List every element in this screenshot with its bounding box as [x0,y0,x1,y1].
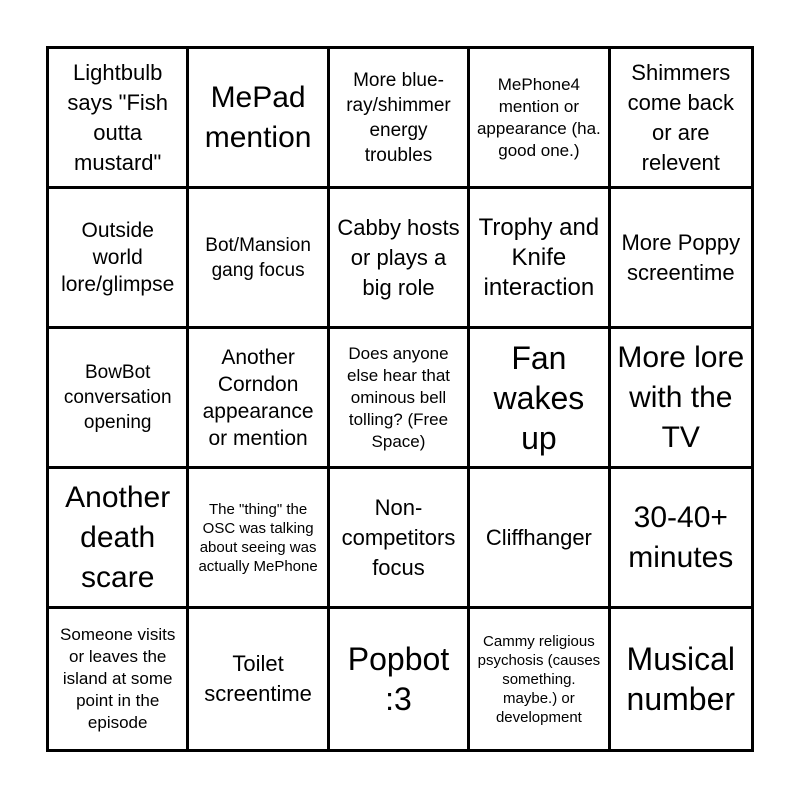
cell-text: BowBot conversation opening [63,362,172,433]
cell-text: Lightbulb says "Fish outta mustard" [67,59,169,175]
cell-text: Someone visits or leaves the island at some point in the episode [60,625,176,732]
bingo-cell[interactable] [470,329,610,469]
bingo-board [46,46,754,752]
bingo-cell free-space[interactable] [330,329,470,469]
cell-text: More Poppy screentime [621,229,741,285]
bingo-cell[interactable] [611,329,751,469]
cell-text: MePhone4 mention or appearance (ha. good one.) [476,74,601,160]
cell-text: Musical number [626,641,736,717]
cell-text: Popbot :3 [347,641,450,717]
bingo-cell[interactable] [49,49,189,189]
bingo-cell[interactable] [189,609,329,749]
bingo-cell[interactable] [611,189,751,329]
cell-text: Shimmers come back or are relevent [627,59,734,175]
cell-text: The "thing" the OSC was talking about seeing was actually MePhone [198,500,318,575]
cell-text: Another Corndon appearance or mention [202,345,314,450]
cell-text: Fan wakes up [493,339,585,456]
bingo-cell[interactable] [330,469,470,609]
bingo-cell[interactable] [49,609,189,749]
bingo-cell[interactable] [49,469,189,609]
bingo-cell[interactable] [49,189,189,329]
bingo-cell[interactable] [49,329,189,469]
cell-text: More lore with the TV [617,340,745,454]
cell-text: Outside world lore/glimpse [61,219,175,296]
cell-text: Non-competitors focus [341,494,456,580]
cell-text: Toilet screentime [204,651,312,706]
cell-text: Cliffhanger [485,524,592,550]
bingo-cell[interactable] [189,329,329,469]
cell-text: Bot/Mansion gang focus [205,234,311,281]
cell-text: Cammy religious psychosis (causes something. maybe.) or development [477,632,601,726]
bingo-cell[interactable] [611,609,751,749]
cell-text: Cabby hosts or plays a big role [337,214,460,300]
cell-text: MePad mention [204,80,312,154]
bingo-cell[interactable] [470,609,610,749]
bingo-cell[interactable] [330,49,470,189]
cell-text: Trophy and Knife interaction [478,213,600,301]
bingo-cell[interactable] [189,189,329,329]
bingo-cell[interactable] [470,49,610,189]
cell-text: Does anyone else hear that ominous bell tolling? (Free Space) [346,343,450,451]
bingo-cell[interactable] [189,469,329,609]
bingo-cell[interactable] [470,469,610,609]
cell-text: Another death scare [65,480,171,594]
bingo-cell[interactable] [470,189,610,329]
cell-text: 30-40+ minutes [628,500,734,574]
bingo-cell[interactable] [330,609,470,749]
bingo-cell[interactable] [611,49,751,189]
bingo-cell[interactable] [189,49,329,189]
bingo-cell[interactable] [330,189,470,329]
bingo-cell[interactable] [611,469,751,609]
cell-text: More blue-ray/shimmer energy troubles [346,69,451,166]
